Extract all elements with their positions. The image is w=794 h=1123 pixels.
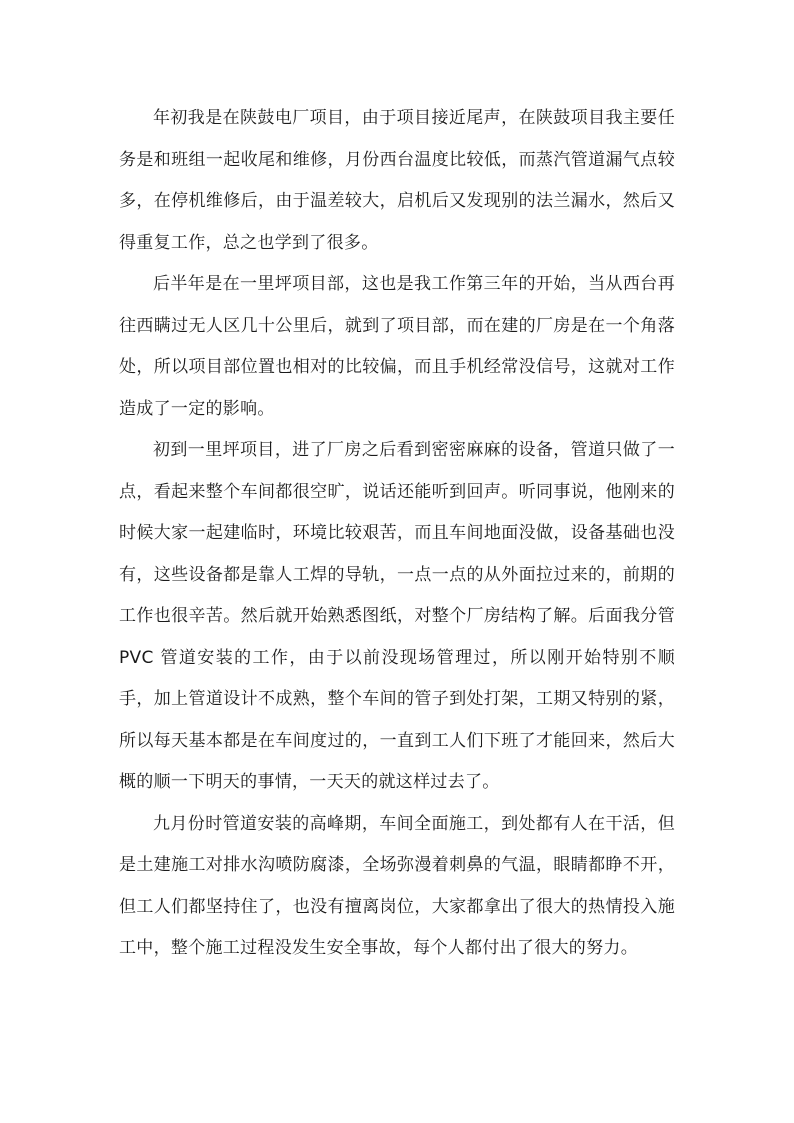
paragraph-yiliping-second-half: 后半年是在一里坪项目部，这也是我工作第三年的开始，当从西台再往西瞒过无人区几十公里后，就到了项目部，而在建的厂房是在一个角落处，所以项目部位置也相对的比较偏，而且手机经常没信号，这就对工作造成了一定的影响。	[119, 274, 675, 419]
document-body	[119, 98, 675, 970]
paragraph-shangu-project: 年初我是在陕鼓电厂项目，由于项目接近尾声，在陕鼓项目我主要任务是和班组一起收尾和维修，月份西台温度比较低，而蒸汽管道漏气点较多，在停机维修后，由于温差较大，启机后又发现别的法兰漏水，然后又得重复工作，总之也学到了很多。	[119, 108, 675, 253]
paragraph-september-peak: 九月份时管道安装的高峰期，车间全面施工，到处都有人在干活，但是土建施工对排水沟喷防腐漆，全场弥漫着刺鼻的气温，眼睛都睁不开，但工人们都坚持住了，也没有擅离岗位，大家都拿出了很大的热情投入施工中，整个施工过程没发生安全事故，每个人都付出了很大的努力。	[119, 813, 675, 958]
paragraph-first-arrival: 初到一里坪项目，进了厂房之后看到密密麻麻的设备，管道只做了一点，看起来整个车间都很空旷，说话还能听到回声。听同事说，他刚来的时候大家一起建临时，环境比较艰苦，而且车间地面没做，设备基础也没有，这些设备都是靠人工焊的导轨，一点一点的从外面拉过来的，前期的工作也很辛苦。然后就开始熟悉图纸，对整个厂房结构了解。后面我分管 PVC 管道安装的工作，由于以前没现场管理过，所以刚开始特别不顺手，加上管道设计不成熟，整个车间的管子到处打架，工期又特别的紧，所以每天基本都是在车间度过的，一直到工人们下班了才能回来，然后大概的顺一下明天的事情，一天天的就这样过去了。	[119, 440, 675, 792]
